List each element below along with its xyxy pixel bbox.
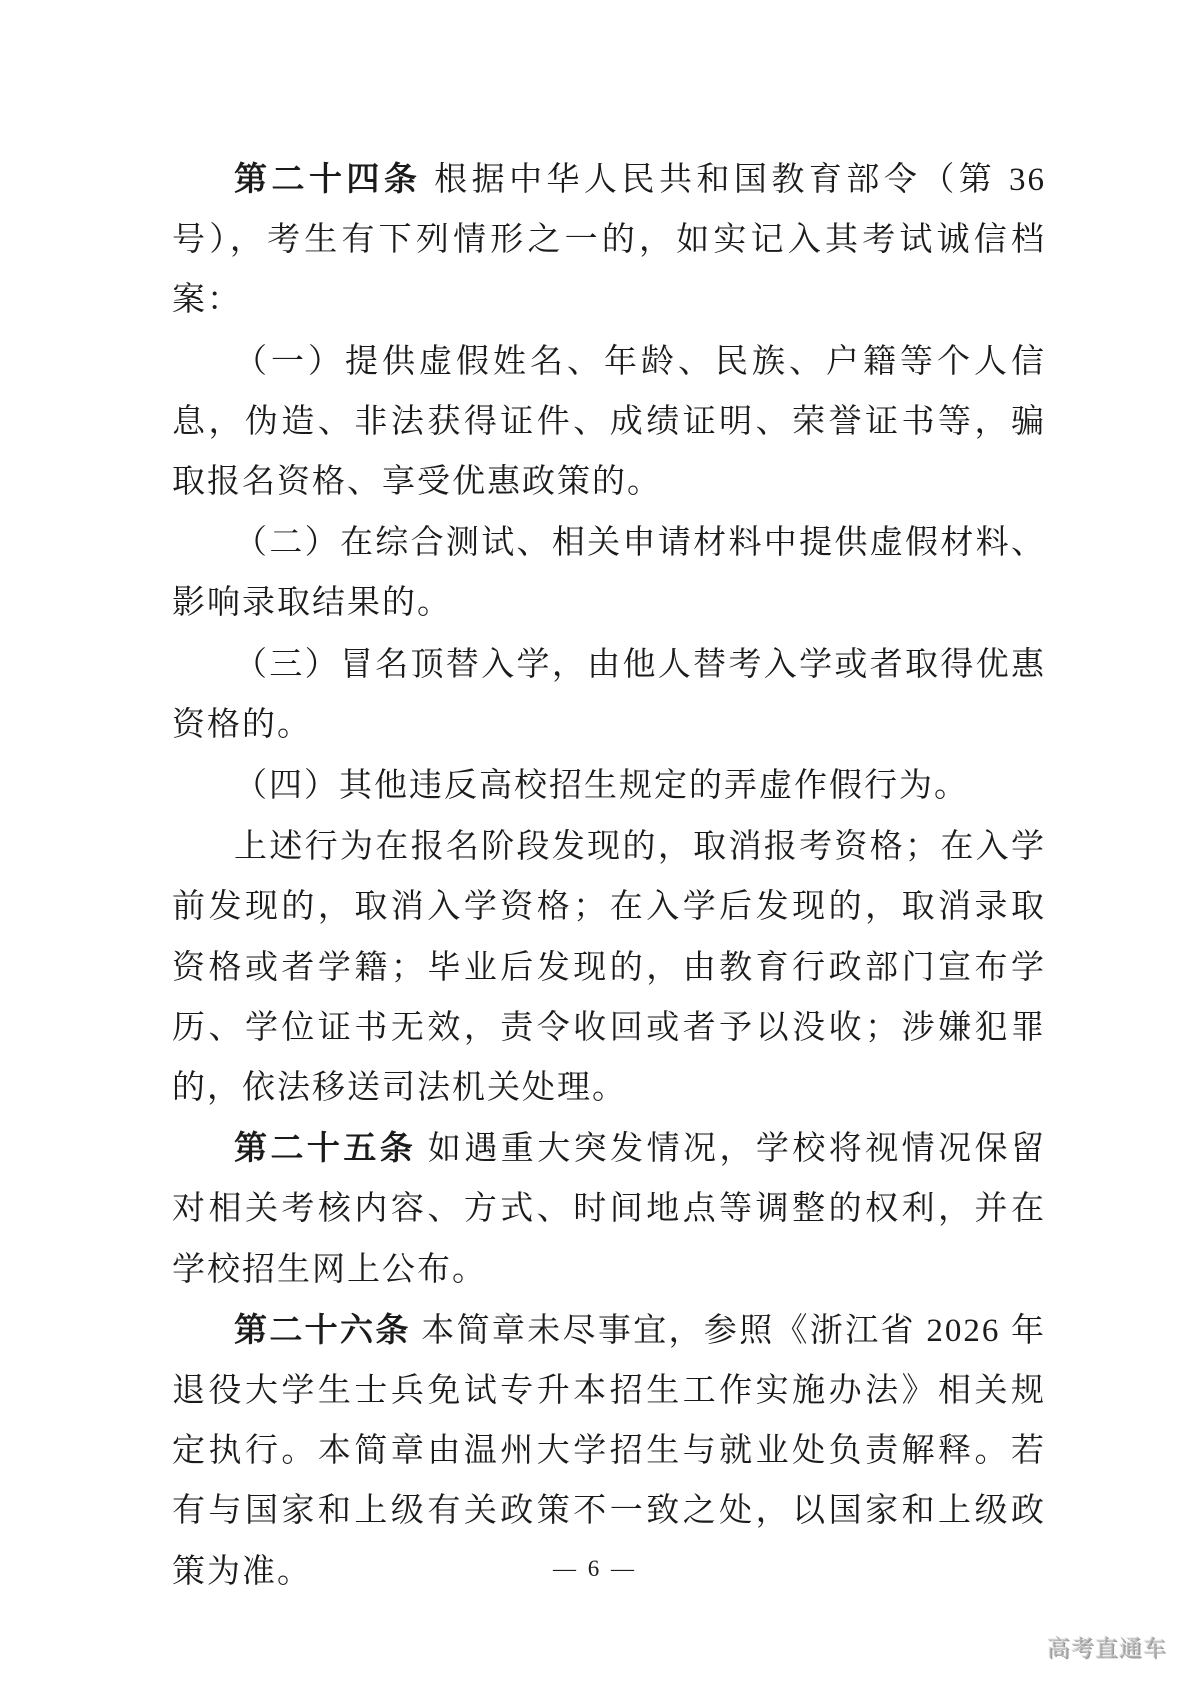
paragraph-text: （三）冒名顶替入学，由他人替考入学或者取得优惠资格的。 <box>172 646 1046 743</box>
paragraph-item-1 <box>172 331 1046 513</box>
paragraph-text: （二）在综合测试、相关申请材料中提供虚假材料、影响录取结果的。 <box>172 525 1046 622</box>
paragraph-text: 如遇重大突发情况，学校将视情况保留对相关考核内容、方式、时间地点等调整的权利，并在学校招生网上公布。 <box>172 1131 1047 1288</box>
paragraph-consequences <box>172 816 1046 1118</box>
paragraph-item-4 <box>172 755 1046 816</box>
paragraph-text: 根据中华人民共和国教育部令（第 36 号），考生有下列情形之一的，如实记入其考试诚信档案： <box>172 162 1047 319</box>
paragraph-text: （一）提供虚假姓名、年龄、民族、户籍等个人信息，伪造、非法获得证件、成绩证明、荣誉证书等，骗取报名资格、享受优惠政策的。 <box>172 343 1046 501</box>
article-24-heading: 第二十四条 <box>234 160 422 197</box>
document-body <box>172 149 1046 1602</box>
paragraph-item-3 <box>172 634 1046 755</box>
paragraph-text: 本简章未尽事宜，参照《浙江省 2026 年退役大学生士兵免试专升本招生工作实施办法》相关规定执行。本简章由温州大学招生与就业处负责解释。若有与国家和上级有关政策不一致之处，以国家和上级政策为准。 <box>172 1312 1047 1590</box>
watermark: 高考直通车 <box>1047 1635 1167 1661</box>
paragraph-article-25 <box>172 1118 1046 1300</box>
article-26-heading: 第二十六条 <box>234 1310 411 1348</box>
paragraph-text: （四）其他违反高校招生规定的弄虚作假行为。 <box>234 768 969 805</box>
article-25-heading: 第二十五条 <box>234 1129 417 1167</box>
page-number: — 6 — <box>553 1556 637 1581</box>
paragraph-item-2 <box>172 512 1046 633</box>
paragraph-text: 上述行为在报名阶段发现的，取消报考资格；在入学前发现的，取消入学资格；在入学后发现的，取消录取资格或者学籍；毕业后发现的，由教育行政部门宣布学历、学位证书无效，责令收回或者予以没收；涉嫌犯罪的，依法移送司法机关处理。 <box>172 829 1046 1107</box>
paragraph-article-24 <box>172 149 1046 331</box>
